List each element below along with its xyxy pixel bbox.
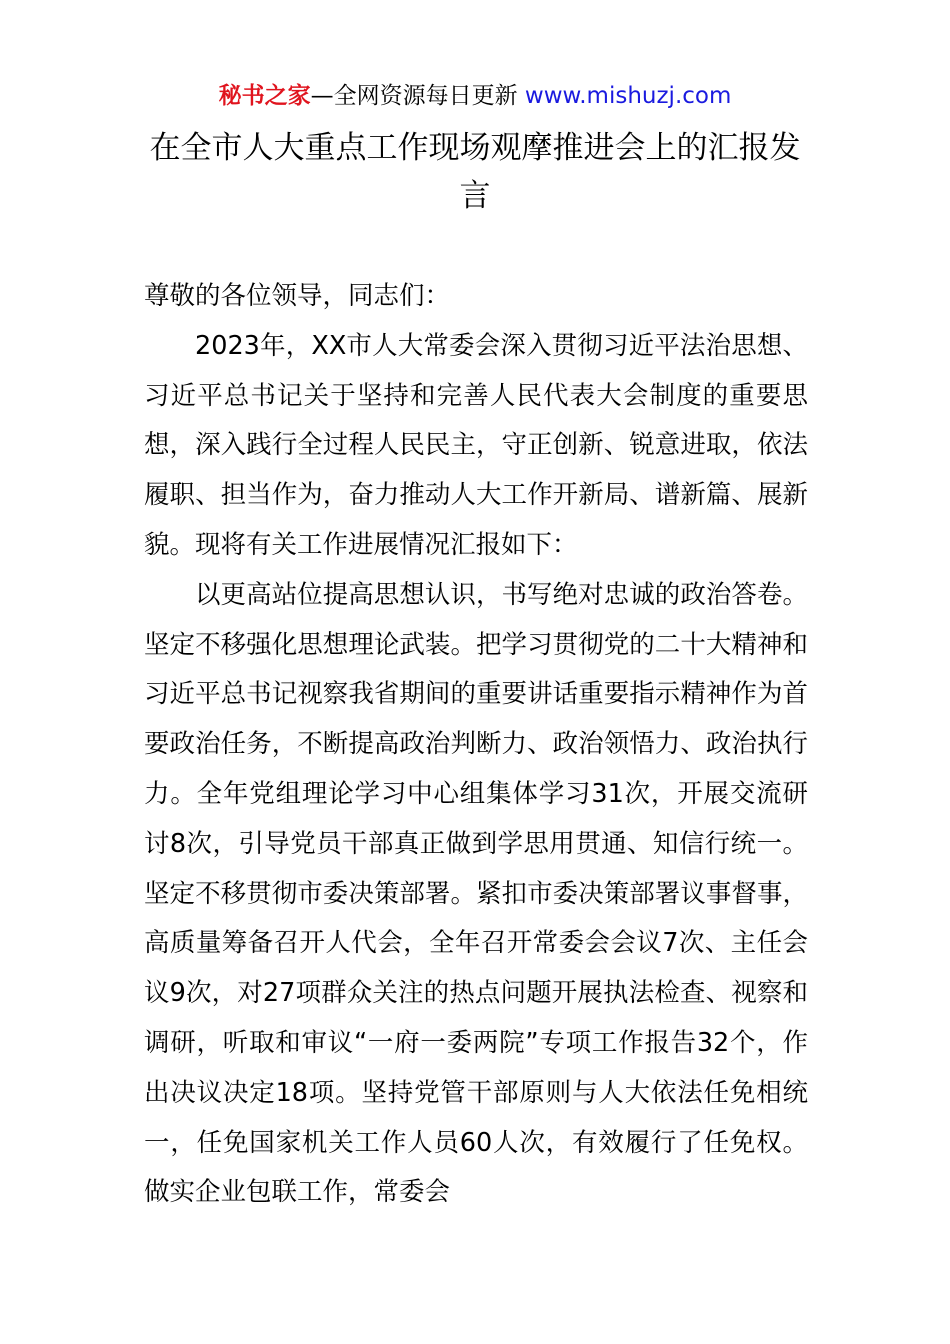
document-title: 在全市人大重点工作现场观摩推进会上的汇报发言 (149, 130, 801, 214)
site-header (0, 80, 950, 112)
site-url-link[interactable]: www.mishuzj.com (524, 83, 732, 109)
body-paragraph: 以更高站位提高思想认识，书写绝对忠诚的政治答卷。坚定不移强化思想理论武装。把学习贯彻党的二十大精神和习近平总书记视察我省期间的重要讲话重要指示精神作为首要政治任务，不断提高政治判断力、政治领悟力、政治执行力。全年党组理论学习中心组集体学习31次，开展交流研讨8次，引导党员干部真正做到学思用贯通、知信行统一。坚定不移贯彻市委决策部署。紧扣市委决策部署议事督事，高质量筹备召开人代会，全年召开常委会会议7次、主任会议9次，对27项群众关注的热点问题开展执法检查、视察和调研，听取和审议“一府一委两院”专项工作报告32个，作出决议决定18项。坚持党管干部原则与人大依法任免相统一，任免国家机关工作人员60人次，有效履行了任免权。做实企业包联工作，常委会 (144, 579, 808, 1208)
header-tagline: —全网资源每日更新 (310, 83, 518, 109)
brand-name: 秘书之家 (218, 83, 311, 109)
salutation: 尊敬的各位领导，同志们： (144, 281, 451, 311)
body-paragraph: 2023年，XX市人大常委会深入贯彻习近平法治思想、习近平总书记关于坚持和完善人民代表大会制度的重要思想，深入践行全过程人民民主，守正创新、锐意进取，依法履职、担当作为，奋力推动人大工作开新局、谱新篇、展新貌。现将有关工作进展情况汇报如下： (144, 330, 808, 560)
document-body (144, 272, 808, 1218)
